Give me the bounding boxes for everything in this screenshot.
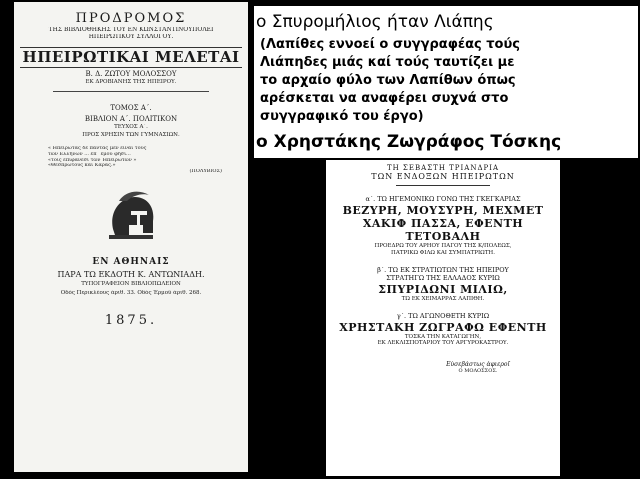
- volume-label: ΤΟΜΟΣ Α΄.: [110, 104, 152, 113]
- name-b: ΣΠΥΡΙΔΩΝΙ ΜΙΛΙΩ,: [378, 283, 508, 297]
- divider: [396, 185, 490, 186]
- signature-name: Ο ΜΟΛΟΣΣΟΣ.: [458, 368, 498, 375]
- section-b: β΄. ΤΩ ΕΚ ΣΤΡΑΤΙΩΤΩΝ ΤΗΣ ΗΠΕΙΡΟΥ: [377, 266, 509, 274]
- dedication-heading: ΤΗ ΣΕΒΑΣΤΗ ΤΡΙΑΝΔΡΙΑ: [386, 164, 500, 172]
- name-c: ΧΡΗΣΤΑΚΗ ΖΩΓΡΑΦΩ ΕΦΕΝΤΗ: [339, 320, 547, 334]
- book-title-page: [14, 2, 248, 472]
- desc-a1: ΠΡΟΕΔΡΩ ΤΟΥ ΑΡΗΟΥ ΠΑΓΟΥ ΤΗΣ Κ/ΠΟΛΕΩΣ,: [374, 243, 512, 250]
- publisher: ΠΑΡΑ ΤΩ ΕΚΔΟΤΗ Κ. ΑΝΤΩΝΙΑΔΗ.: [57, 270, 205, 280]
- library-line: ΤΗΣ ΒΙΒΛΙΟΘΗΚΗΣ ΤΟΥ ΕΝ ΚΩΝΣΤΑΝΤΙΝΟΥΠΟΛΕΙ: [48, 26, 214, 33]
- section-c: γ΄. ΤΩ ΑΓΩΝΟΘΕΤΗ ΚΥΡΙΩ: [396, 312, 490, 320]
- caption-box: [254, 6, 638, 158]
- dedication-page: [326, 160, 560, 476]
- caption-heading: ο Σπυρομήλιος ήταν Λιάπης: [256, 12, 494, 32]
- epigraph-line: «τοῖς ἐπιφανέσι τῶν Ἠπειρωτῶν »: [48, 157, 137, 163]
- epigraph-line: «Θεσπρωτοὺς καὶ Κάρας.»: [48, 163, 116, 169]
- name-a3: ΤΕΤΟΒΑΛΗ: [405, 230, 481, 244]
- society-line: ΗΠΕΙΡΩΤΙΚΟΥ ΣΥΛΛΟΓΟΥ.: [88, 33, 174, 40]
- address: Οδὸς Περικλέους ἀριθ. 33. Οδὸς Ἑρμοῦ ἀριθ. 268.: [60, 289, 202, 296]
- book-title: ΗΠΕΙΡΩΤΙΚΑΙ ΜΕΛΕΤΑΙ: [20, 47, 242, 68]
- issue-label: ΤΕΥΧΟΣ Α΄.: [114, 124, 148, 131]
- epigraph-source: (ΠΟΛΥΒΙΟΣ): [189, 169, 222, 175]
- book-label: ΒΙΒΛΙΟΝ Α΄. ΠΟΛΙΤΙΚΟΝ: [84, 115, 178, 124]
- desc-c1: ΤΟΣΚΑ ΤΗΝ ΚΑΤΑΓΩΓΗΝ,: [404, 333, 482, 340]
- prodromos-heading: ΠΡΟΔΡΟΜΟΣ: [75, 12, 187, 26]
- publication-city: ΕΝ ΑΘΗΝΑΙΣ: [92, 256, 170, 267]
- epigraph-line: « Ηπειρώτας δε πάντας μεν είναι τους: [48, 146, 147, 152]
- publication-year: 1875.: [104, 313, 158, 328]
- signature-line: Εὐσεβάστως ἀφιεροῖ: [446, 361, 510, 369]
- epigraph: [20, 146, 242, 175]
- desc-b: ΤΩ ΕΚ ΧΕΙΜΑΡΡΑΣ ΛΑΠΙΘΗ.: [401, 296, 485, 303]
- dedication-subheading: ΤΩΝ ΕΝΔΟΞΩΝ ΗΠΕΙΡΩΤΩΝ: [371, 172, 515, 182]
- name-a1: ΒΕΖΥΡΗ, ΜΟΥΣΥΡΗ, ΜΕΧΜΕΤ: [342, 203, 544, 217]
- section-b2: ΣΤΡΑΤΗΓΩ ΤΗΣ ΕΛΛΑΔΟΣ ΚΥΡΙΩ: [386, 275, 500, 283]
- caption-footer: ο Χρηστάκης Ζωγράφος Τόσκης: [256, 132, 562, 152]
- divider: [53, 91, 208, 92]
- name-a2: ΧΑΚΙΦ ΠΑΣΣΑ, ΕΦΕΝΤΗ: [362, 216, 524, 230]
- caption-note: (Λαπίθες εννοεί ο συγγραφέας τούς Λιάπηδες μιάς καί τούς ταυτίζει με το αρχαίο φύλο των Λαπίθων όπως αρέσκεται να αναφέρει συχνά στο συγγραφικό του έργο): [260, 37, 520, 124]
- usage-label: ΠΡΟΣ ΧΡΗΣΙΝ ΤΩΝ ΓΥΜΝΑΣΙΩΝ.: [82, 131, 180, 138]
- section-a: α΄. ΤΩ ΗΓΕΜΟΝΙΚΩ ΓΟΝΩ ΤΗΣ ΓΚΕΓΚΑΡΙΑΣ: [365, 195, 521, 203]
- epigraph-line: τῶν Ελλήνων ... ἐπ᾽ ἐμοῦ φησι...: [48, 151, 131, 157]
- printer: ΤΥΠΟΓΡΑΦΕΙΟΝ ΒΙΒΛΙΟΠΩΛΕΙΟΝ: [81, 281, 181, 288]
- desc-a2: ΠΑΤΡΙΚΩ ΦΙΛΩ ΚΑΙ ΣΥΜΠΑΤΡΙΩΤΗ.: [391, 249, 495, 256]
- helmet-emblem-icon: [99, 189, 163, 245]
- desc-c2: ΕΚ ΛΕΚΛΙΣΠΟΤΑΡΙΟΥ ΤΟΥ ΑΡΓΥΡΟΚΑΣΤΡΟΥ.: [377, 340, 509, 347]
- author-origin: ΕΚ ΔΡΟΒΙΑΝΗΣ ΤΗΣ ΗΠΕΙΡΟΥ.: [85, 79, 177, 86]
- author-name: Β. Δ. ΖΩΤΟΥ ΜΟΛΟΣΣΟΥ: [85, 69, 177, 78]
